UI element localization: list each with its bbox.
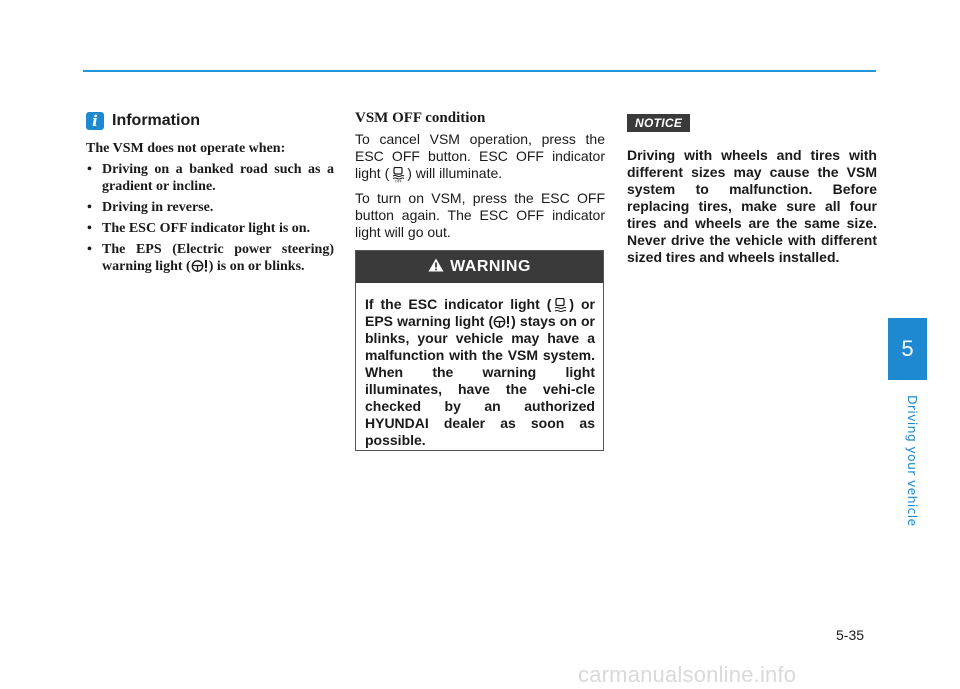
notice-badge: NOTICE bbox=[627, 114, 690, 132]
chapter-tab bbox=[888, 318, 927, 380]
list-item bbox=[86, 241, 334, 275]
notice-block bbox=[627, 114, 877, 266]
eps-text-post: ) is on or blinks. bbox=[208, 259, 305, 274]
warning-banner bbox=[356, 251, 603, 283]
list-item: • Driving on a banked road such as a gradient or incline. bbox=[86, 161, 334, 195]
notice-text: Driving with wheels and tires with different sizes may cause the VSM system to malfunction. Before replacing tires, make sure all four tires and wheels are the same size. Never drive the vehicle with different sized tires and wheels installed. bbox=[627, 147, 877, 265]
vsm-off-paragraph-2: To turn on VSM, press the ESC OFF button again. The ESC OFF indicator light will go out. bbox=[355, 190, 605, 240]
eps-text-pre: The EPS (Electric power steering) warning light ( bbox=[102, 242, 334, 274]
vsm-off-title: VSM OFF condition bbox=[355, 110, 486, 126]
list-item: • Driving in reverse. bbox=[86, 199, 334, 216]
vsm-off-block bbox=[355, 110, 605, 249]
watermark: carmanualsonline.info bbox=[578, 662, 797, 687]
esc-indicator-icon bbox=[551, 298, 569, 312]
warning-box bbox=[355, 250, 604, 451]
warning-text-post: ) stays on or blinks, your vehicle may have a malfunction with the VSM system. When the warning light illuminates, have the vehi-cle checked by an authorized HYUNDAI dealer as soon as possible. bbox=[365, 313, 595, 448]
information-header bbox=[86, 112, 334, 130]
vsm-off-paragraph-1 bbox=[355, 131, 605, 182]
chapter-title: Driving your vehicle bbox=[905, 395, 920, 527]
warning-text bbox=[356, 283, 603, 449]
steering-warning-icon bbox=[191, 259, 209, 273]
svg-text:OFF: OFF bbox=[395, 179, 403, 183]
page-number: 5-35 bbox=[836, 627, 865, 643]
vsm-off-text-pre: To cancel VSM operation, press the ESC OFF button. ESC OFF indicator light ( bbox=[355, 131, 605, 181]
chapter-number: 5 bbox=[901, 336, 914, 361]
warning-label: WARNING bbox=[450, 258, 531, 275]
warning-triangle-icon bbox=[428, 258, 444, 277]
information-lead: The VSM does not operate when: bbox=[86, 141, 286, 156]
esc-off-icon bbox=[389, 167, 407, 181]
information-title: Information bbox=[112, 112, 200, 129]
vsm-off-text-post: ) will illuminate. bbox=[407, 165, 503, 181]
info-icon: i bbox=[86, 112, 104, 130]
steering-warning-icon bbox=[493, 315, 511, 329]
warning-text-pre: If the ESC indicator light ( bbox=[365, 296, 552, 312]
information-list bbox=[86, 161, 334, 275]
information-block bbox=[86, 112, 334, 279]
top-rule bbox=[83, 70, 876, 72]
warning-text-mid: ) or EPS warning light ( bbox=[365, 296, 595, 329]
list-item: • The ESC OFF indicator light is on. bbox=[86, 220, 334, 237]
